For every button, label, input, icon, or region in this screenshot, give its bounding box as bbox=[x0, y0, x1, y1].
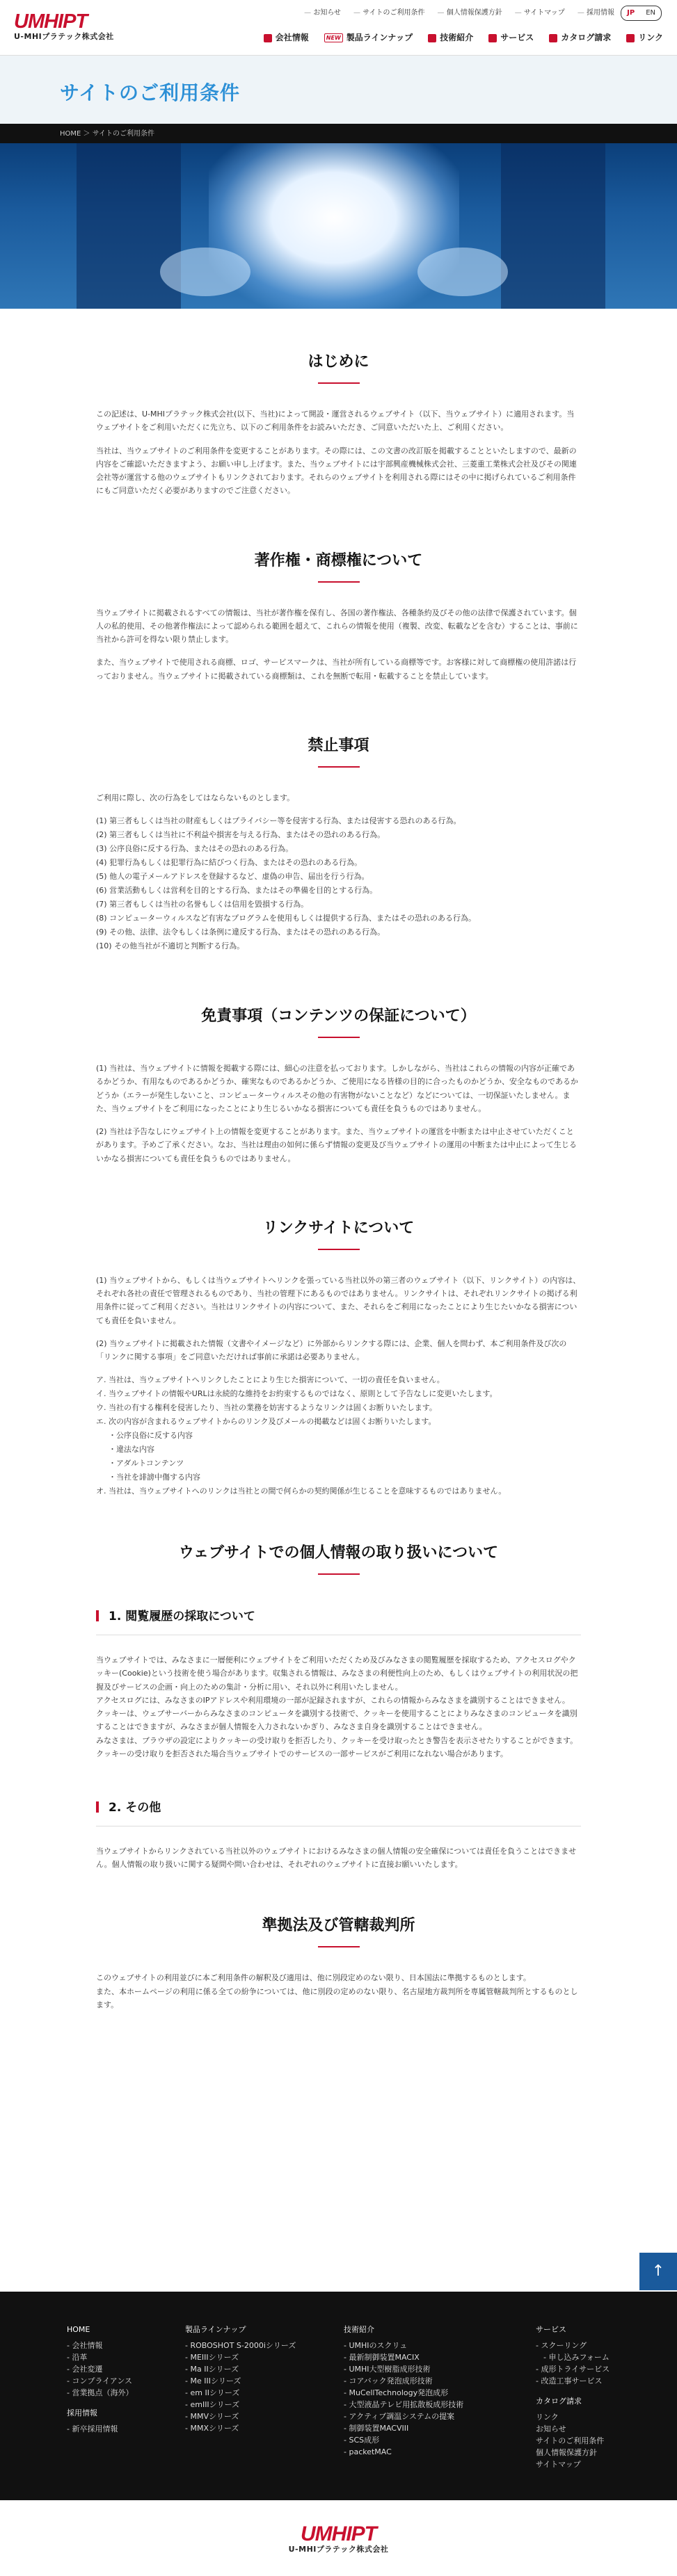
site-header bbox=[0, 0, 677, 56]
subheading-other: 2. その他 bbox=[96, 1790, 581, 1826]
new-badge: NEW bbox=[324, 33, 343, 42]
section-heading-privacy: ウェブサイトでの個人情報の取り扱いについて bbox=[96, 1543, 581, 1575]
page-title-band bbox=[0, 56, 677, 124]
list-item: (5) 他人の電子メールアドレスを登録するなど、虚偽の申告、届出を行う行為。 bbox=[96, 872, 369, 881]
breadcrumb[interactable]: HOME ＞ サイトのご利用条件 bbox=[0, 124, 677, 143]
list-item: ・当社を誹謗中傷する内容 bbox=[109, 1473, 200, 1482]
section-heading-links: リンクサイトについて bbox=[96, 1218, 581, 1250]
list-item: ウ. 当社の有する権利を侵害したり、当社の業務を妨害するようなリンクは固くお断りいたします。 bbox=[96, 1403, 437, 1413]
section-heading-jurisdiction: 準拠法及び管轄裁判所 bbox=[96, 1915, 581, 1947]
nav-link[interactable]: リンク bbox=[626, 31, 663, 45]
top-link-news[interactable]: — お知らせ bbox=[304, 7, 341, 19]
footer-col-service: サービス - スクーリング - 申し込みフォーム - 成形トライサービス - 改造工事サービス カタログ請求 リンク お知らせ サイトのご利用条件 個人情報保護方針 サイトマップ bbox=[536, 2325, 610, 2469]
hero-image bbox=[0, 143, 677, 309]
tech-icon bbox=[428, 34, 436, 42]
building-icon bbox=[264, 34, 272, 42]
language-switch bbox=[621, 6, 662, 21]
nav-catalog[interactable]: カタログ請求 bbox=[549, 31, 611, 45]
wrench-icon bbox=[488, 34, 497, 42]
nav-technology[interactable]: 技術紹介 bbox=[428, 31, 473, 45]
site-footer bbox=[0, 2292, 677, 2500]
main-content: はじめに この記述は、U-MHIプラテック株式会社(以下、当社)によって開設・運営されるウェブサイト（以下、当ウェブサイト）に適用されます。当ウェブサイトをご利用いただくに先立ち、以下のご利用条件をお読みいただき、ご同意いただいた上、ご利用ください。 当社は、当ウェブサイトのご利用条件を変更することがあります。その際には、この文書の改訂版を掲載することといたしますので、最新の内容をご確認いただきますよう、お願い申し上げます。また、当ウェブサイトには宇部興産機械株式会社、三菱重工業株式会社及びその関連会社等が運営する他のウェブサイトもリンクされております。それらのウェブサイトを利用される際にはその中に掲げられているご利用条件にもご同意いただく必要がありますのでご注意ください。 著作権・商標権について 当ウェブサイトに掲載されるすべての情報は、当社が著作権を保有し、各国の著作権法、各種条約及びその他の法律で保護されています。個人の私的使用、その他著作権法によって認められる範囲を超えて、これらの情報を使用（複製、改変、転載などを含む）することは、事前に当社から許可を得ない限り禁止します。 また、当ウェブサイトで使用される商標、ロゴ、サービスマークは、当社が所有している商標等です。お客様に対して商標権の使用許諾は行っておりません。当ウェブサイトに掲載されている商標類は、これを無断で転用・転載することを禁止しています。 禁止事項 ご利用に際し、次の行為をしてはならないものとします。 (1) 第三者もしくは当社の財産もしくはプライバシー等を侵害する行為、または侵害する恐れのある行為。 (2) 第三者もしくは当社に不利益や損害を与える行為、またはその恐れのある行為。 (3) 公序良俗に反する行為、またはその恐れのある行為。 (4) 犯罪行為もしくは犯罪行為に結びつく行為、またはその恐れのある行為。 (5) 他人の電子メールアドレスを登録するなど、虚偽の申告、届出を行う行為。 (6) 営業活動もしくは営利を目的とする行為、またはその準備を目的とする行為。 (7) 第三者もしくは当社の名誉もしくは信用を毀損する行為。 (8) コンピューターウィルスなど有害なプログラムを使用もしくは提供する行為、またはその恐れのある行為。 (9) その他、法律、法令もしくは条例に違反する行為、またはその恐れのある行為。 (10) その他当社が不適切と判断する行為。 免責事項（コンテンツの保証について） (1) 当社は、当ウェブサイトに情報を掲載する際には、細心の注意を払っております。しかしながら、当社はこれらの情報の内容が正確であるかどうか、有用なものであるかどうか、確実なものであるかどうか、ご使用になる皆様の目的に合ったものかどうか、安全なものであるかどうか（エラーが発生しないこと、コンピューターウィルスその他の有害物がないことなど）などについては、一切保証いたしません。また、当ウェブサイトをご利用になったことにより生じるいかなる損害についても責任を負うものではありません。 (2) 当社は予告なしにウェブサイト上の情報を変更することがあります。また、当ウェブサイトの運営を中断または中止させていただくことがあります。予めご了承ください。なお、当社は理由の如何に係らず情報の変更及び当ウェブサイトの運用の中断または中止によって生じるいかなる損害についても責任を負うものではありません。 リンクサイトについて (1) 当ウェブサイトから、もしくは当ウェブサイトへリンクを張っている当社以外の第三者のウェブサイト（以下、リンクサイト）の内容は、それぞれ各社の責任で管理されるものであり、当社の管理下にあるものではありません。リンクサイトは、それぞれリンクサイトの掲げる利用条件に従ってご利用ください。当社はリンクサイトの内容について、また、それらをご利用になったことにより生じたいかなる損害についても責任を負いません。 (2) 当ウェブサイトに掲載された情報（文書やイメージなど）に外部からリンクする際には、企業、個人を問わず、本ご利用条件及び次の「リンクに関する事項」をご同意いただければ事前に承諾は必要ありません。 ア. 当社は、当ウェブサイトへリンクしたことにより生じた損害について、一切の責任を負いません。 イ. 当ウェブサイトの情報やURLは永続的な維持をお約束するものではなく、原則として予告なしに変更いたします。 ウ. 当社の有する権利を侵害したり、当社の業務を妨害するようなリンクは固くお断りいたします。 エ. 次の内容が含まれるウェブサイトからのリンク及びメールの掲載などは固くお断りいたします。 ・公序良俗に反する内容 ・違法な内容 ・アダルトコンテンツ ・当社を誹謗中傷する内容 オ. 当社は、当ウェブサイトへのリンクは当社との間で何らかの契約関係が生じることを意味するものではありません。 ウェブサイトでの個人情報の取り扱いについて 1. 閲覧履歴の採取について 当ウェブサイトでは、みなさまに一層便利にウェブサイトをご利用いただくため及びみなさまの閲覧履歴を採取するため、アクセスログやクッキー(Cookie)という技術を使う場合があります。収集される情報は、みなさまの利便性向上のため、もしくはウェブサイトの利用状況の把握及びサービスの企画・向上のための集計・分析に用い、それ以外に利用いたしません。 アクセスログには、みなさまのIPアドレスや利用環境の一部が記録されますが、これらの情報からみなさまを識別することはできません。 クッキーは、ウェブサーバーからみなさまのコンピュータを識別する技術で、クッキーを使用することによりみなさまのコンピュータを識別することはできますが、みなさまが個人情報を入力されないかぎり、みなさま自身を識別することはできません。 みなさまは、ブラウザの設定によりクッキーの受け取りを拒否したり、クッキーを受け取ったとき警告を表示させたりすることができます。クッキーの受け取りを拒否された場合当ウェブサイトでのサービスの一部サービスがご利用になれない場合があります。 2. その他 当ウェブサイトからリンクされている当社以外のウェブサイトにおけるみなさまの個人情報の安全確保については責任を負うことはできません。個人情報の取り扱いに関する疑問や問い合わせは、それぞれのウェブサイトに直接お願いいたします。 準拠法及び管轄裁判所 このウェブサイトの利用並びに本ご利用条件の解釈及び適用は、他に別段定めのない限り、日本国法に準拠するものとします。 また、本ホームページの利用に係る全ての紛争については、他に別段の定めのない限り、名古屋地方裁判所を専属管轄裁判所とするものとします。 bbox=[96, 353, 581, 2009]
list-item: (1) 第三者もしくは当社の財産もしくはプライバシー等を侵害する行為、または侵害する恐れのある行為。 bbox=[96, 816, 461, 825]
list-item: (7) 第三者もしくは当社の名誉もしくは信用を毀損する行為。 bbox=[96, 900, 309, 909]
lang-jp[interactable]: JP bbox=[621, 6, 640, 20]
top-link-terms[interactable]: — サイトのご利用条件 bbox=[353, 7, 425, 19]
company-logo[interactable]: UMHIPT U-MHIプラテック株式会社 bbox=[14, 10, 114, 41]
top-link-sitemap[interactable]: — サイトマップ bbox=[515, 7, 565, 19]
nav-company[interactable]: 会社情報 bbox=[264, 31, 309, 45]
link-icon bbox=[626, 34, 635, 42]
top-link-privacy[interactable]: — 個人情報保護方針 bbox=[438, 7, 502, 19]
cart-icon bbox=[549, 34, 557, 42]
main-nav bbox=[264, 31, 663, 45]
list-item: (6) 営業活動もしくは営利を目的とする行為、またはその準備を目的とする行為。 bbox=[96, 886, 378, 895]
nav-service[interactable]: サービス bbox=[488, 31, 534, 45]
list-item: ・アダルトコンテンツ bbox=[109, 1459, 184, 1468]
utility-nav bbox=[304, 7, 614, 19]
footer-logo[interactable]: UMHIPT U-MHIプラテック株式会社 bbox=[288, 2522, 389, 2554]
list-item: (8) コンピューターウィルスなど有害なプログラムを使用もしくは提供する行為、またはその恐れのある行為。 bbox=[96, 914, 476, 923]
list-item: エ. 次の内容が含まれるウェブサイトからのリンク及びメールの掲載などは固くお断りいたします。 bbox=[96, 1417, 436, 1427]
footer-col-technology: 技術紹介 - UMHIのスクリュ - 最新制御装置MACIX - UMHI大型樹脂成形技術 - コアバック発泡成形技術 - MuCellTechnology発泡成形 - 大型液晶テレビ用拡散板成形技術 - アクティブ調温システムの提案 - 制御装置MACVIII - SCS成形 - packetMAC bbox=[344, 2325, 464, 2456]
list-item: (9) その他、法律、法令もしくは条例に違反する行為、またはその恐れのある行為。 bbox=[96, 927, 385, 937]
list-item: (2) 第三者もしくは当社に不利益や損害を与える行為、またはその恐れのある行為。 bbox=[96, 830, 385, 839]
list-item: ・公序良俗に反する内容 bbox=[109, 1431, 193, 1441]
subheading-browsing-history: 1. 閲覧履歴の採取について bbox=[96, 1598, 581, 1635]
page-title: サイトのご利用条件 bbox=[60, 81, 241, 104]
list-item: (4) 犯罪行為もしくは犯罪行為に結びつく行為、またはその恐れのある行為。 bbox=[96, 858, 363, 867]
arrow-up-icon: ↑ bbox=[651, 2262, 665, 2280]
list-item: (10) その他当社が不適切と判断する行為。 bbox=[96, 941, 245, 950]
list-item: イ. 当ウェブサイトの情報やURLは永続的な維持をお約束するものではなく、原則として予告なしに変更いたします。 bbox=[96, 1389, 497, 1399]
nav-products[interactable]: NEW 製品ラインナップ bbox=[324, 31, 413, 45]
prohibited-list bbox=[96, 814, 581, 953]
lang-en[interactable]: EN bbox=[646, 9, 655, 17]
list-item: (3) 公序良俗に反する行為、またはその恐れのある行為。 bbox=[96, 844, 294, 853]
list-item: ア. 当社は、当ウェブサイトへリンクしたことにより生じた損害について、一切の責任を負いません。 bbox=[96, 1375, 445, 1385]
section-heading-intro: はじめに bbox=[96, 352, 581, 384]
footer-col-products: 製品ラインナップ - ROBOSHOT S-2000iシリーズ - MEIIIシリーズ - Ma IIシリーズ - Me IIIシリーズ - em IIシリーズ - emIIIシリーズ - MMVシリーズ - MMXシリーズ bbox=[185, 2325, 296, 2433]
list-item: ・違法な内容 bbox=[109, 1445, 154, 1455]
section-heading-copyright: 著作権・商標権について bbox=[96, 551, 581, 583]
top-link-recruit[interactable]: — 採用情報 bbox=[578, 7, 614, 19]
link-rules-list bbox=[96, 1373, 581, 1498]
section-heading-prohibited: 禁止事項 bbox=[96, 736, 581, 768]
page-top-button[interactable] bbox=[639, 2253, 677, 2290]
list-item: オ. 当社は、当ウェブサイトへのリンクは当社との間で何らかの契約関係が生じることを意味するものではありません。 bbox=[96, 1487, 507, 1496]
section-heading-disclaimer: 免責事項（コンテンツの保証について） bbox=[96, 1006, 581, 1038]
footer-col-home: HOME - 会社情報 - 沿革 - 会社変遷 - コンプライアンス - 営業拠点（海外） 採用情報 - 新卒採用情報 bbox=[67, 2325, 134, 2433]
